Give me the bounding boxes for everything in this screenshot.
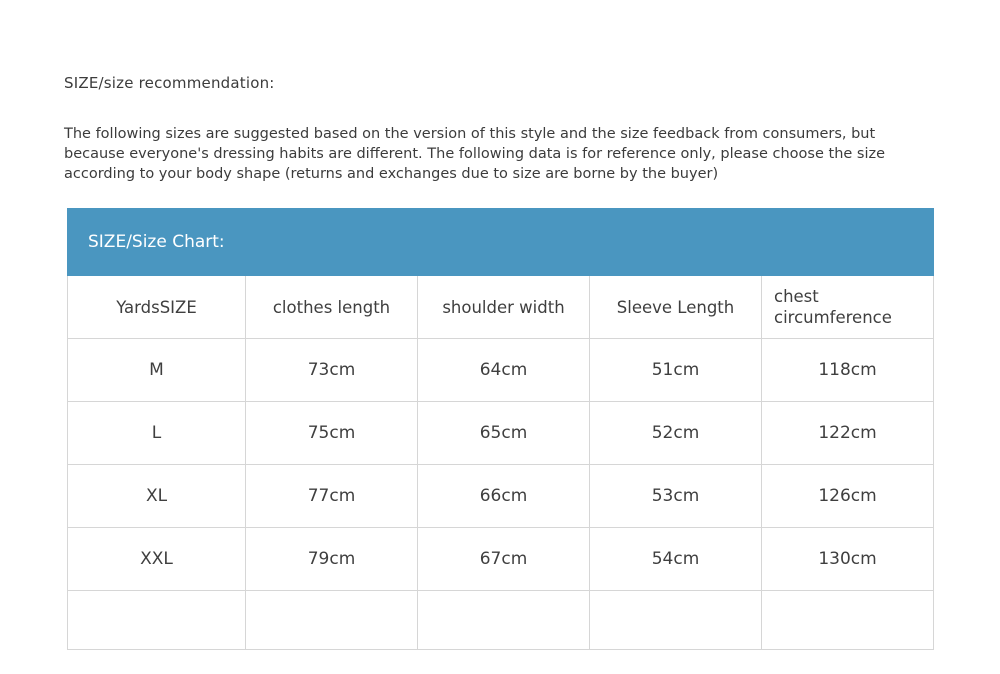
table-row — [68, 528, 934, 591]
cell-sleeve-length: 52cm — [590, 402, 762, 465]
size-table-container — [67, 208, 933, 650]
cell-clothes-length — [246, 591, 418, 650]
cell-chest-circumference — [762, 591, 934, 650]
cell-size: XXL — [68, 528, 246, 591]
cell-clothes-length: 75cm — [246, 402, 418, 465]
cell-shoulder-width: 67cm — [418, 528, 590, 591]
column-header-chest-circumference: chest circumference — [762, 276, 934, 339]
cell-clothes-length: 79cm — [246, 528, 418, 591]
cell-size: M — [68, 339, 246, 402]
page-title: SIZE/size recommendation: — [64, 74, 275, 92]
cell-sleeve-length: 51cm — [590, 339, 762, 402]
table-row — [68, 402, 934, 465]
intro-text: The following sizes are suggested based on the version of this style and the size feedback from consumers, but because everyone's dressing habits are different. The following data is for reference only, please choose the size according to your body shape (returns and exchanges due to size are borne by the buyer) — [64, 126, 886, 182]
table-title-row — [68, 209, 934, 276]
cell-clothes-length: 77cm — [246, 465, 418, 528]
cell-chest-circumference: 126cm — [762, 465, 934, 528]
table-row — [68, 339, 934, 402]
column-header-shoulder-width: shoulder width — [418, 276, 590, 339]
column-header-clothes-length: clothes length — [246, 276, 418, 339]
cell-clothes-length: 73cm — [246, 339, 418, 402]
column-header-size: YardsSIZE — [68, 276, 246, 339]
cell-size: L — [68, 402, 246, 465]
column-header-sleeve-length: Sleeve Length — [590, 276, 762, 339]
cell-shoulder-width: 65cm — [418, 402, 590, 465]
cell-shoulder-width: 64cm — [418, 339, 590, 402]
size-chart-table — [67, 208, 934, 650]
table-row — [68, 591, 934, 650]
cell-chest-circumference: 118cm — [762, 339, 934, 402]
intro-paragraph — [64, 124, 940, 184]
cell-size: XL — [68, 465, 246, 528]
cell-chest-circumference: 130cm — [762, 528, 934, 591]
table-row — [68, 465, 934, 528]
cell-sleeve-length: 53cm — [590, 465, 762, 528]
cell-sleeve-length — [590, 591, 762, 650]
cell-size — [68, 591, 246, 650]
cell-shoulder-width — [418, 591, 590, 650]
cell-sleeve-length: 54cm — [590, 528, 762, 591]
cell-chest-circumference: 122cm — [762, 402, 934, 465]
table-header-row — [68, 276, 934, 339]
table-title: SIZE/Size Chart: — [68, 209, 934, 276]
cell-shoulder-width: 66cm — [418, 465, 590, 528]
